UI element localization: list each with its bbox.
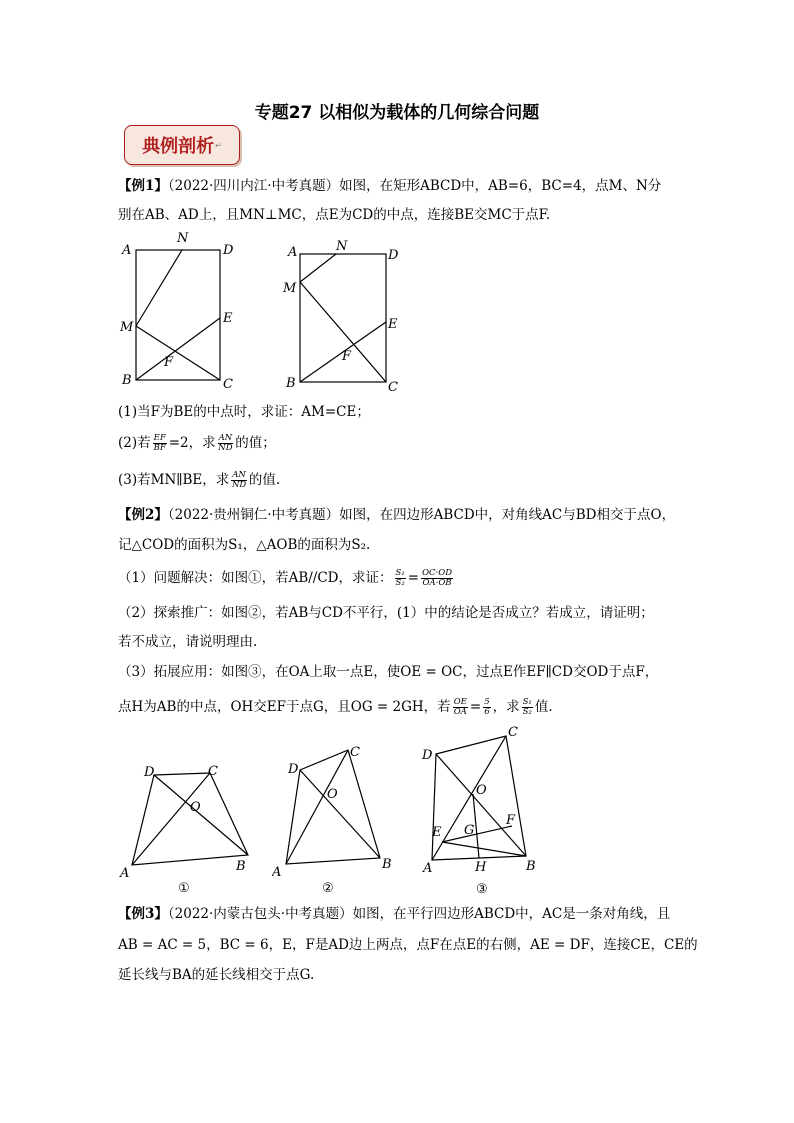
rect2-label-f: F — [342, 349, 352, 364]
rect1-abcd — [136, 250, 220, 380]
quad1-label-b: B — [236, 859, 246, 874]
section-badge — [124, 125, 240, 165]
rect1-mc — [136, 326, 220, 380]
quad2-label-d: D — [288, 762, 299, 777]
quad3-label-d: D — [422, 748, 433, 763]
ex1-line2: 别在AB、AD上，且MN⊥MC，点E为CD的中点，连接BE交MC于点F. — [118, 207, 551, 223]
quad2-label-b: B — [382, 857, 392, 872]
ex2-p3-frac-5-6 — [483, 698, 490, 717]
quad3-label-o: O — [476, 783, 487, 798]
quad3-label-c: C — [508, 725, 518, 740]
ex3-line2: AB = AC = 5，BC = 6，E，F是AD边上两点，点F在点E的右侧，AE = DF，连接CE，CE的 — [118, 937, 698, 953]
rect1-label-e: E — [223, 311, 233, 326]
rect2-label-d: D — [388, 248, 399, 263]
ex2-p1-frac-right — [421, 569, 453, 588]
rect2-label-e: E — [388, 317, 398, 332]
ex2-p3-pre: 点H为AB的中点，OH交EF于点G，且OG = 2GH，若 — [118, 699, 451, 715]
ex2-p1-eq: = — [407, 570, 420, 586]
ex3-source: （2022·内蒙古包头·中考真题） — [167, 906, 353, 922]
ex3-line3: 延长线与BA的延长线相交于点G. — [118, 967, 315, 983]
rect2-label-c: C — [388, 380, 398, 395]
ex1-q3 — [118, 470, 280, 490]
quad3-label-a: A — [423, 861, 433, 876]
frac-den: OA — [453, 707, 467, 717]
quad1-label-c: C — [208, 764, 218, 779]
ex1-line1 — [118, 176, 661, 196]
ex2-p3-eq: = — [469, 699, 482, 715]
ex2-tag: 【例2】 — [118, 507, 168, 523]
frac-den: 6 — [484, 707, 490, 717]
ex1-q2-mid: =2，求 — [168, 435, 216, 451]
ex1-q1: (1)当F为BE的中点时，求证：AM=CE； — [118, 404, 370, 420]
ex1-q3-pre: (3)若MN∥BE，求 — [118, 472, 230, 488]
frac-den: S₂ — [522, 707, 532, 717]
quad2-label-a: A — [272, 865, 282, 880]
rect2-label-m: M — [283, 281, 297, 296]
rect1-label-d: D — [223, 243, 234, 258]
quad3-label-b: B — [526, 859, 536, 874]
ex2-source: （2022·贵州铜仁·中考真题） — [167, 507, 340, 523]
ex2-p1-pre: （1）问题解决：如图①，若AB//CD，求证： — [118, 570, 393, 586]
ex1-source: （2022·四川内江·中考真题） — [167, 178, 340, 194]
frac-num: EF — [153, 433, 166, 443]
section-badge-label: 典例剖析 — [142, 136, 215, 157]
ex1-q3-frac-an-nd — [231, 471, 247, 490]
ex1-q2 — [118, 433, 276, 453]
ex1-q2-post: 的值； — [235, 435, 276, 451]
frac-num: S₁ — [395, 568, 405, 578]
ex1-q2-pre: (2)若 — [118, 435, 151, 451]
ex2-figure-1 — [112, 755, 262, 900]
ex2-p1-frac-left — [395, 569, 406, 588]
figure-caption-3: ③ — [476, 882, 488, 897]
ex1-frac-ef-bf — [153, 434, 167, 453]
rect2-label-a: A — [288, 245, 298, 260]
rect1-label-m: M — [120, 320, 134, 335]
frac-den: ND — [218, 443, 233, 453]
ex1-tag: 【例1】 — [118, 178, 168, 194]
quad3-label-e: E — [432, 825, 442, 840]
quad2-label-o: O — [327, 787, 338, 802]
ex2-p3-mid: ，求 — [492, 699, 520, 715]
rect1-label-c: C — [223, 377, 233, 392]
figure-caption-2: ② — [322, 881, 334, 896]
figure-caption-1: ① — [178, 881, 190, 896]
ex2-figure-2 — [272, 740, 402, 900]
frac-den: OA·OB — [422, 578, 452, 588]
ex1-figure-2 — [278, 234, 408, 399]
quad1-label-a: A — [120, 866, 130, 881]
ex2-text1: 如图，在四边形ABCD中，对角线AC与BD相交于点O， — [339, 507, 676, 523]
page-title: 专题27 以相似为载体的几何综合问题 — [254, 103, 540, 123]
frac-num: S₁ — [522, 697, 532, 707]
rect1-label-b: B — [122, 373, 132, 388]
ex2-p3-line1: （3）拓展应用：如图③，在OA上取一点E，使OE = OC，过点E作EF∥CD交OD于点F， — [118, 664, 659, 680]
ex2-figure-3 — [418, 722, 558, 900]
ex1-q3-post: 的值. — [248, 472, 281, 488]
ex3-text1: 如图，在平行四边形ABCD中，AC是一条对角线，且 — [352, 906, 671, 922]
ex2-p3-line2 — [118, 697, 553, 717]
ex2-p3-frac-s1-s2 — [522, 698, 533, 717]
quad2-label-c: C — [350, 745, 360, 760]
rect1-mn — [136, 250, 182, 326]
quad3-label-h: H — [475, 860, 487, 875]
ex1-text1: 如图，在矩形ABCD中，AB=6，BC=4，点M、N分 — [339, 178, 662, 194]
quad1-bd — [154, 775, 248, 855]
quad2-bd — [300, 770, 380, 858]
frac-den: S₂ — [395, 578, 405, 588]
quad1-label-d: D — [144, 765, 155, 780]
quad1-abcd — [132, 773, 248, 865]
ex3-line1 — [118, 904, 670, 924]
quad3-label-g: G — [464, 823, 475, 838]
return-mark: ↵ — [215, 140, 222, 150]
rect2-mc — [300, 282, 386, 382]
ex2-p2-line2: 若不成立，请说明理由. — [118, 634, 258, 650]
frac-den: ND — [231, 480, 247, 490]
frac-den: BF — [153, 443, 166, 453]
rect1-be — [136, 318, 220, 380]
ex1-figure-1 — [112, 228, 242, 393]
quad3-label-f: F — [506, 813, 516, 828]
frac-num: OC·OD — [422, 568, 453, 578]
frac-num: 5 — [484, 697, 490, 707]
ex3-tag: 【例3】 — [118, 906, 168, 922]
ex2-line2: 记△COD的面积为S₁，△AOB的面积为S₂. — [118, 537, 371, 553]
ex2-p1 — [118, 568, 455, 588]
rect2-label-b: B — [286, 376, 296, 391]
frac-num: AN — [218, 433, 233, 443]
frac-num: OE — [453, 697, 467, 707]
rect2-mn — [300, 254, 336, 282]
rect1-label-a: A — [122, 243, 132, 258]
ex2-p2-line1: （2）探索推广：如图②，若AB与CD不平行，(1）中的结论是否成立？若成立，请证明； — [118, 605, 654, 621]
rect2-label-n: N — [336, 239, 348, 254]
frac-num: AN — [232, 470, 246, 480]
ex2-p3-frac-oe-oa — [453, 698, 468, 717]
quad3-eb — [442, 842, 526, 856]
ex1-frac-an-nd — [218, 434, 234, 453]
rect1-label-n: N — [177, 231, 189, 246]
ex2-p3-post: 值. — [534, 699, 553, 715]
ex2-line1 — [118, 505, 675, 525]
rect1-label-f: F — [164, 355, 174, 370]
quad1-label-o: O — [190, 800, 201, 815]
